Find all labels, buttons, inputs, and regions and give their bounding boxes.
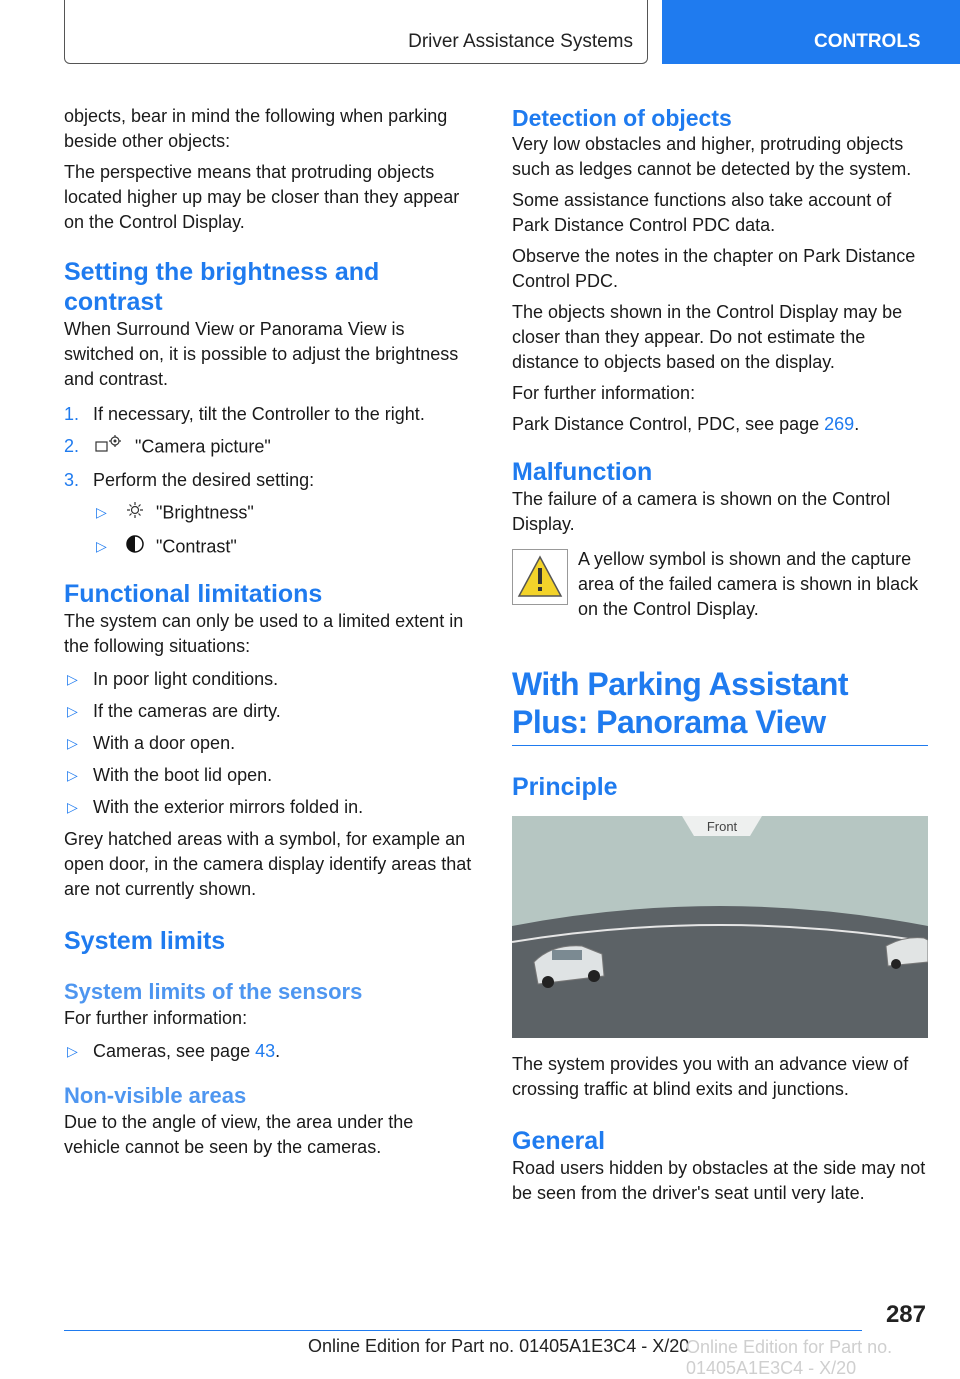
brightness-steps [64, 402, 474, 493]
bullet-triangle-icon: ▷ [67, 1043, 78, 1059]
camera-settings-icon [95, 434, 125, 461]
functional-limitations-paragraph: The system can only be used to a limited extent in the following situations: [64, 611, 464, 656]
header-section-tab [64, 0, 648, 64]
page-link-43[interactable]: 43 [255, 1041, 276, 1061]
brightness-paragraph: When Surround View or Panorama View is switched on, it is possible to adjust the brightness and contrast. [64, 319, 459, 389]
list-item: ▷ If the cameras are dirty. [64, 699, 474, 724]
header-chapter-tab [662, 0, 960, 64]
bullet-triangle-icon: ▷ [67, 735, 78, 751]
detection-paragraph-4: The objects shown in the Control Display may be closer than they appear. Do not estimate the distance to objects based on the display. [512, 302, 903, 372]
principle-heading: Principle [512, 773, 618, 801]
intro-paragraph-2: The perspective means that protruding objects located higher up may be closer than they appear on the Control Display. [64, 162, 460, 232]
list-item: ▷ With a door open. [64, 731, 474, 756]
detection-paragraph-3: Observe the notes in the chapter on Park Distance Control PDC. [512, 246, 916, 291]
header-chapter-title: CONTROLS [814, 31, 921, 52]
step-2: 2. "Camera picture" [64, 434, 474, 461]
bullet-triangle-icon: ▷ [67, 767, 78, 783]
list-item: ▷ With the exterior mirrors folded in. [64, 795, 474, 820]
step-1: 1. If necessary, tilt the Controller to the right. [64, 404, 425, 424]
panorama-section-title-block [512, 665, 928, 746]
front-label: Front [706, 819, 738, 834]
sensor-limits-heading: System limits of the sensors [64, 979, 363, 1004]
sensor-limits-list [64, 1039, 474, 1064]
list-item: ▷ In poor light conditions. [64, 667, 474, 692]
edition-text: Online Edition for Part no. 01405A1E3C4 - X/20 [308, 1336, 690, 1356]
brightness-heading: Setting the brightness and contrast [64, 258, 380, 316]
principle-paragraph: The system provides you with an advance view of crossing traffic at blind exits and junctions. [512, 1054, 909, 1099]
step-3: 3. Perform the desired setting: [64, 470, 315, 490]
page-link-269[interactable]: 269 [824, 414, 855, 434]
system-limits-heading: System limits [64, 927, 226, 955]
functional-limitations-list [64, 667, 474, 820]
malfunction-heading: Malfunction [512, 458, 653, 486]
pdc-reference: Park Distance Control, PDC, see page 269. [512, 414, 860, 434]
header-section-title: Driver Assistance Systems [408, 31, 633, 52]
warning-text: A yellow symbol is shown and the capture area of the failed camera is shown in black on the Control Display. [578, 549, 919, 619]
bullet-triangle-icon: ▷ [67, 703, 78, 719]
non-visible-areas-heading: Non-visible areas [64, 1083, 247, 1108]
malfunction-paragraph: The failure of a camera is shown on the Control Display. [512, 489, 891, 534]
detection-paragraph-1: Very low obstacles and higher, protruding objects such as ledges cannot be detected by the system. [512, 134, 912, 179]
bullet-triangle-icon: ▷ [96, 504, 107, 520]
left-column [64, 104, 474, 1166]
non-visible-areas-paragraph: Due to the angle of view, the area under the vehicle cannot be seen by the cameras. [64, 1112, 414, 1157]
setting-options [93, 500, 474, 561]
page-number: 287 [885, 1301, 926, 1328]
intro-paragraph-1: objects, bear in mind the following when parking beside other objects: [64, 106, 448, 151]
general-heading: General [512, 1127, 606, 1155]
watermark-text: Online Edition for Part no. 01405A1E3C4 - X/20 [686, 1337, 893, 1378]
panorama-heading: With Parking Assistant Plus: Panorama View [512, 666, 849, 740]
option-contrast: ▷ "Contrast" [93, 534, 474, 561]
list-item: ▷ With the boot lid open. [64, 763, 474, 788]
panorama-view-image [512, 816, 928, 1038]
detection-paragraph-2: Some assistance functions also take account of Park Distance Control PDC data. [512, 190, 892, 235]
general-paragraph: Road users hidden by obstacles at the side may not be seen from the driver's seat until very late. [512, 1158, 926, 1203]
bullet-triangle-icon: ▷ [96, 538, 107, 554]
option-brightness: ▷ "Brightness" [93, 500, 474, 527]
contrast-icon [124, 534, 146, 561]
sensor-limits-paragraph: For further information: [64, 1008, 248, 1028]
functional-limitations-heading: Functional limitations [64, 580, 323, 608]
bullet-triangle-icon: ▷ [67, 671, 78, 687]
functional-limitations-paragraph-2: Grey hatched areas with a symbol, for example an open door, in the camera display identify areas that are not currently shown. [64, 829, 472, 899]
right-column [512, 104, 928, 1212]
bullet-triangle-icon: ▷ [67, 799, 78, 815]
detection-heading: Detection of objects [512, 105, 732, 131]
list-item: ▷ Cameras, see page 43. [64, 1039, 474, 1064]
brightness-icon [124, 500, 146, 527]
footer-divider [64, 1330, 862, 1331]
warning-triangle-icon [512, 549, 568, 605]
warning-note [512, 547, 928, 627]
detection-paragraph-5: For further information: [512, 383, 696, 403]
